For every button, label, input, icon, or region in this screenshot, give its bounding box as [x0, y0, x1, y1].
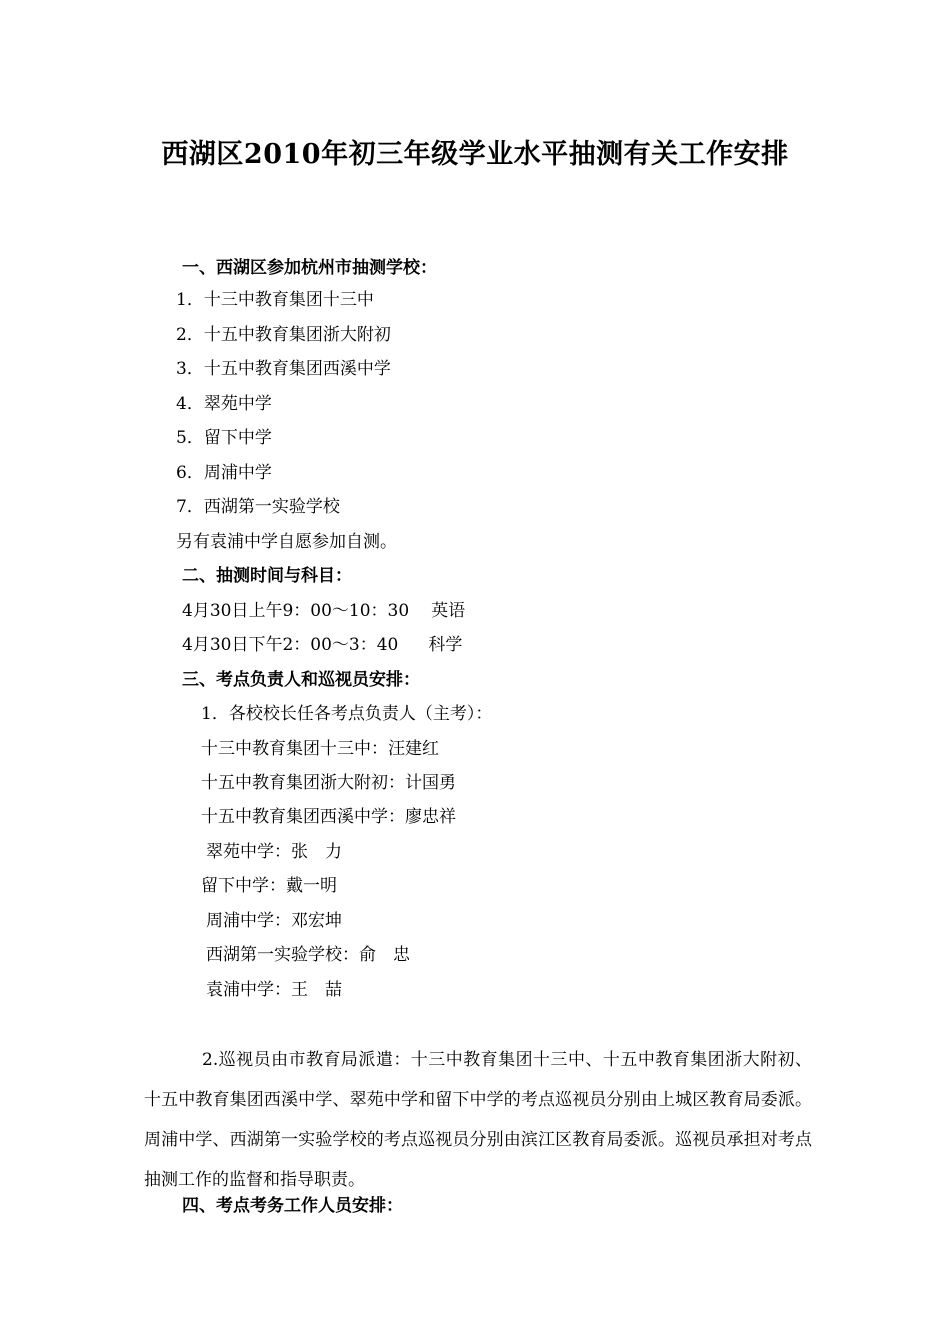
school-item: 6．周浦中学 [176, 463, 272, 483]
schedule-subject: 英语 [431, 601, 466, 621]
inspector-paragraph: 2.巡视员由市教育局派遣：十三中教育集团十三中、十五中教育集团浙大附初、十五中教育集团西溪中学、翠苑中学和留下中学的考点巡视员分别由上城区教育局委派。周浦中学、西湖第一实验学校的考点巡视员分别由滨江区教育局委派。巡视员承担对考点抽测工作的监督和指导职责。 [144, 1050, 812, 1190]
leader-item: 西湖第一实验学校：俞 忠 [206, 945, 410, 965]
schedule-time: 4月30日下午2：00～3：40 [182, 635, 399, 655]
schedule-time: 4月30日上午9：00～10：30 [182, 601, 410, 621]
school-item: 2．十五中教育集团浙大附初 [176, 325, 391, 345]
school-item: 4．翠苑中学 [176, 394, 272, 414]
schedule-row [182, 634, 462, 656]
school-item: 1．十三中教育集团十三中 [176, 290, 374, 310]
leader-item: 袁浦中学：王 喆 [206, 980, 342, 1000]
leader-item: 翠苑中学：张 力 [206, 842, 342, 862]
leader-item: 十五中教育集团浙大附初：计国勇 [201, 773, 456, 793]
leader-item: 周浦中学：邓宏坤 [206, 911, 342, 931]
section-3-heading: 三、考点负责人和巡视员安排： [182, 670, 420, 690]
school-item: 7．西湖第一实验学校 [176, 497, 340, 517]
school-item: 3．十五中教育集团西溪中学 [176, 359, 391, 379]
schedule-row [182, 600, 465, 622]
leader-item: 留下中学：戴一明 [201, 876, 337, 896]
section-4-heading: 四、考点考务工作人员安排： [182, 1196, 403, 1216]
leader-item: 十三中教育集团十三中：汪建红 [201, 739, 439, 759]
schedule-subject: 科学 [428, 635, 463, 655]
document-title: 西湖区2010年初三年级学业水平抽测有关工作安排 [161, 139, 789, 170]
section-3-sub1: 1．各校校长任各考点负责人（主考）： [201, 704, 493, 724]
section-1-heading: 一、西湖区参加杭州市抽测学校： [182, 258, 437, 278]
section-2-heading: 二、抽测时间与科目： [182, 566, 352, 586]
school-item: 5．留下中学 [176, 428, 272, 448]
leader-item: 十五中教育集团西溪中学：廖忠祥 [201, 807, 456, 827]
self-test-note: 另有袁浦中学自愿参加自测。 [176, 532, 397, 552]
